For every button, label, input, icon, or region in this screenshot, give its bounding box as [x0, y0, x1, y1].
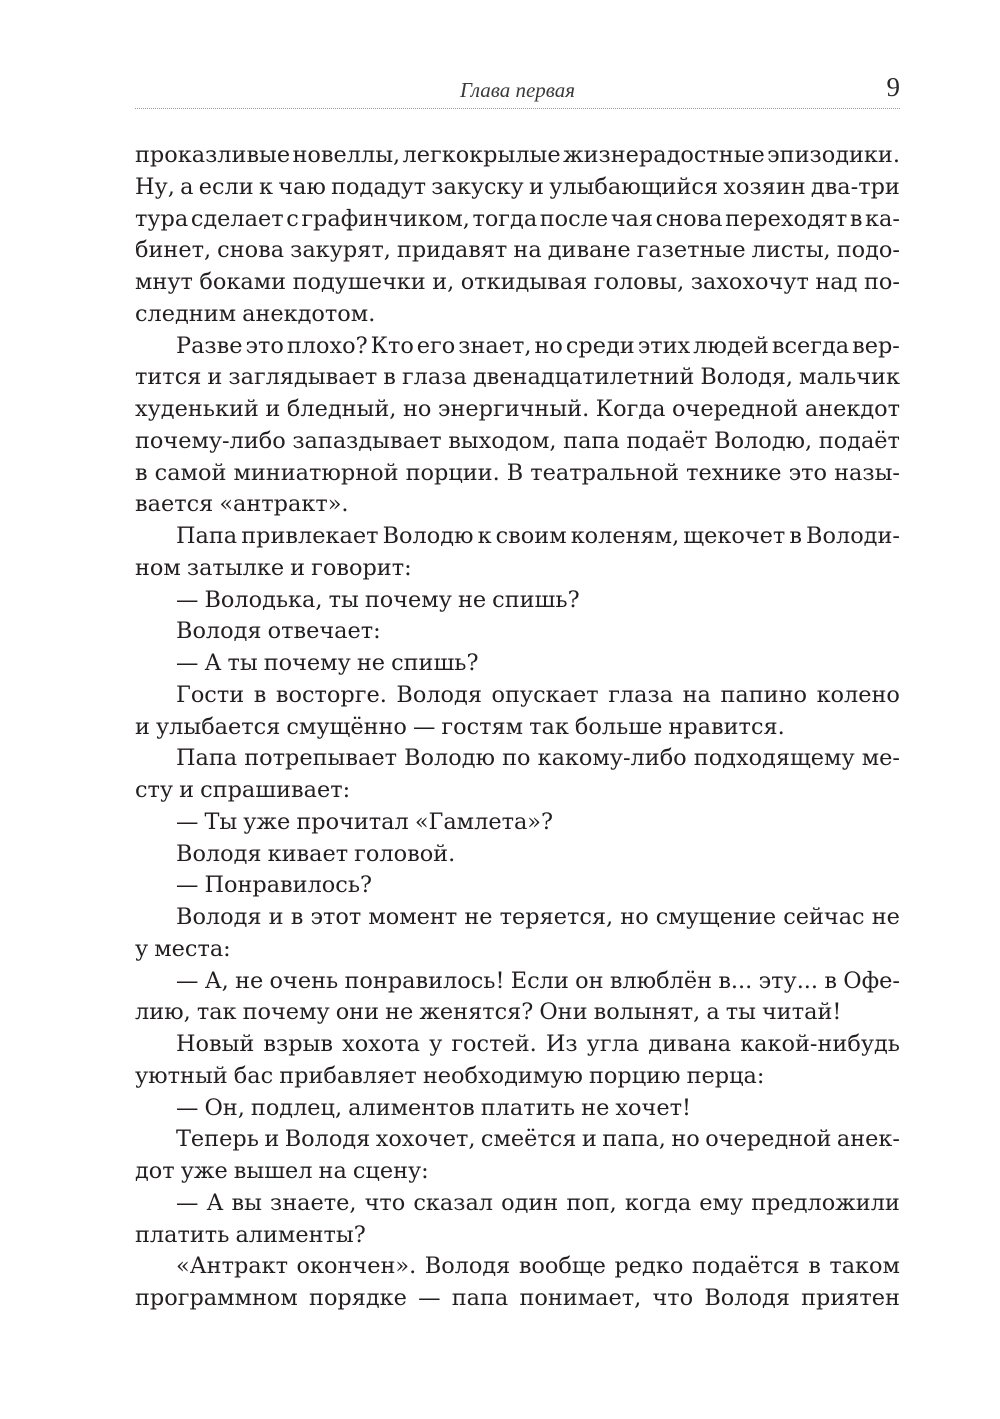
text-line: и улыбается смущённо — гостям так больше нравится.	[135, 713, 785, 740]
text-line: Володя отвечает:	[176, 618, 381, 645]
text-line: Папа потрепывает Володю по какому-либо подходящему ме-	[176, 745, 900, 772]
text-line: проказливые новеллы, легкокрылые жизнерадостные эпизодики.	[135, 142, 900, 168]
text-line: — Ты уже прочитал «Гамлета»?	[176, 808, 554, 835]
text-line: — А, не очень понравилось! Если он влюблён в... эту... в Офе-	[176, 967, 900, 994]
text-line: Теперь и Володя хохочет, смеётся и папа, но очередной анек-	[176, 1126, 900, 1153]
text-line: почему-либо запаздывает выходом, папа подаёт Володю, подаёт	[135, 427, 900, 454]
text-line: Ну, а если к чаю подадут закуску и улыбающийся хозяин два-три	[135, 173, 900, 200]
text-line: вается «антракт».	[135, 491, 349, 518]
text-line: следним анекдотом.	[135, 300, 376, 327]
page-number: 9	[886, 72, 900, 102]
text-line: уютный бас прибавляет необходимую порцию перца:	[135, 1062, 765, 1089]
text-line: Папа привлекает Володю к своим коленям, щекочет в Володи-	[176, 523, 900, 549]
text-line: Володя и в этот момент не теряется, но смущение сейчас не	[176, 904, 900, 930]
body-text	[135, 140, 900, 1315]
text-line: Новый взрыв хохота у гостей. Из угла дивана какой-нибудь	[176, 1031, 900, 1057]
text-line: мнут боками подушечки и, откидывая головы, захохочут над по-	[135, 269, 900, 295]
text-line: — Володька, ты почему не спишь?	[176, 586, 580, 613]
text-line: Гости в восторге. Володя опускает глаза на папино колено	[176, 681, 900, 708]
text-line: ном затылке и говорит:	[135, 554, 412, 581]
text-line: Разве это плохо? Кто его знает, но среди этих людей всегда вер-	[176, 332, 900, 359]
text-line: программном порядке — папа понимает, что Володя приятен	[135, 1285, 900, 1311]
text-line: тура сделает с графинчиком, тогда после чая снова переходят в ка-	[135, 205, 900, 232]
text-line: лию, так почему они не женятся? Они волынят, а ты читай!	[135, 999, 842, 1026]
text-line: — Он, подлец, алиментов платить не хочет!	[176, 1094, 691, 1121]
text-line: тится и заглядывает в глаза двенадцатилетний Володя, мальчик	[135, 364, 900, 391]
text-line: платить алименты?	[135, 1221, 366, 1248]
text-line: — Понравилось?	[176, 872, 373, 899]
text-line: сту и спрашивает:	[135, 777, 351, 803]
text-line: Володя кивает головой.	[176, 840, 456, 867]
text-line: — А вы знаете, что сказал один поп, когда ему предложили	[176, 1189, 900, 1216]
running-title: Глава первая	[459, 78, 576, 102]
text-line: дот уже вышел на сцену:	[135, 1158, 429, 1184]
text-line: худенький и бледный, но энергичный. Когда очередной анекдот	[135, 396, 900, 422]
text-line: бинет, снова закурят, придавят на диване газетные листы, подо-	[135, 237, 900, 264]
text-line: в самой миниатюрной порции. В театральной технике это назы-	[135, 459, 900, 486]
page-header	[135, 72, 900, 109]
text-line: у места:	[135, 935, 231, 962]
text-line: — А ты почему не спишь?	[176, 650, 479, 676]
text-line: «Антракт окончен». Володя вообще редко подаётся в таком	[176, 1253, 900, 1280]
